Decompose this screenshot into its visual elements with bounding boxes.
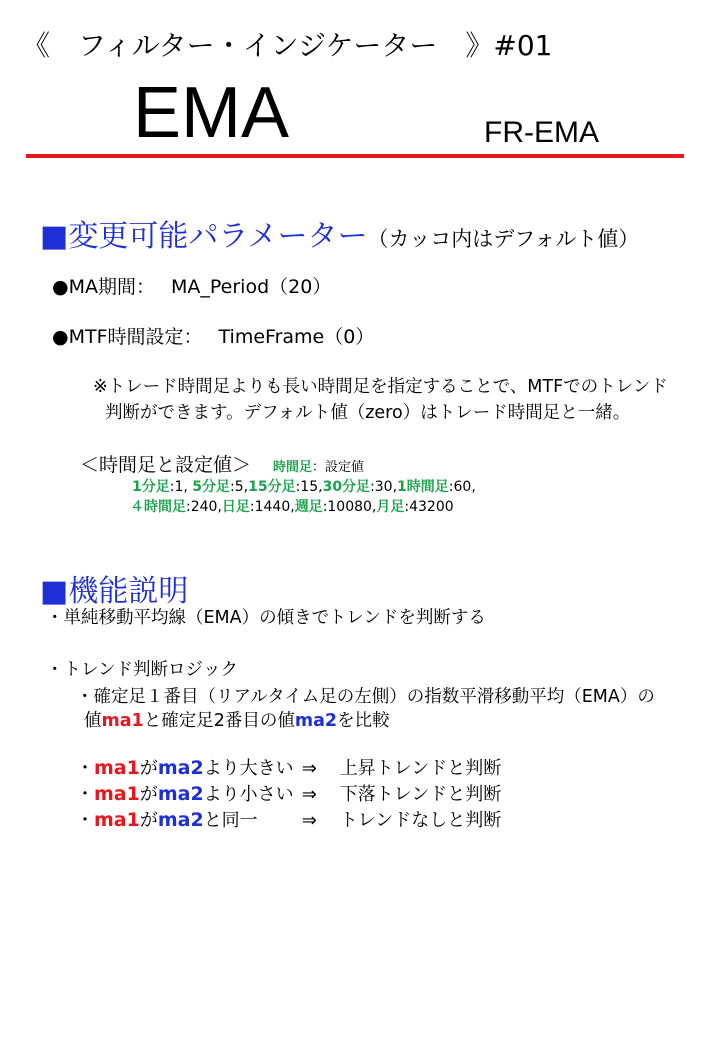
logic-text: と確定足2番目の値 (143, 711, 295, 731)
tf-name: ４時間足 (130, 499, 186, 515)
rule-bullet: ・ (76, 784, 94, 805)
params-heading-text: 変更可能パラメーター (68, 219, 368, 254)
ma2-label: ma2 (157, 809, 204, 831)
rule-uptrend (76, 754, 501, 780)
rule-result: 上昇トレンドと判断 (339, 758, 502, 779)
ma2-label: ma2 (157, 783, 204, 805)
implies-arrow-icon: ⇒ (301, 810, 317, 831)
logic-text: 値 (84, 711, 102, 731)
timeframe-heading: ＜時間足と設定値＞ (80, 454, 252, 476)
tf-value: :30, (370, 479, 398, 495)
param-value: MA_Period（20） (171, 276, 332, 298)
function-summary: ・単純移動平均線（EMA）の傾きでトレンドを判断する (46, 608, 486, 628)
title-divider (26, 154, 684, 158)
rule-text: が (139, 758, 158, 779)
indicator-code: FR-EMA (484, 116, 599, 149)
tf-value: :240, (186, 499, 222, 515)
rule-condition: と同一 (203, 810, 258, 831)
circle-bullet-icon: ● (52, 276, 69, 298)
rule-bullet: ・ (76, 758, 94, 779)
logic-text: を比較 (337, 711, 390, 731)
rule-text: が (139, 784, 158, 805)
params-heading (40, 211, 639, 255)
tf-value: :60, (448, 479, 476, 495)
tf-name: 日足 (221, 499, 250, 515)
param-value: TimeFrame（0） (218, 326, 375, 348)
timeframe-legend (80, 450, 364, 477)
tf-name: 月足 (376, 499, 405, 515)
tf-name: 1時間足 (397, 479, 449, 495)
ma1-label: ma1 (94, 757, 140, 779)
params-heading-note: （カッコ内はデフォルト値） (367, 227, 640, 251)
rule-downtrend (76, 780, 501, 806)
square-bullet-icon: ■ (40, 574, 69, 609)
rule-text: が (139, 810, 158, 831)
square-bullet-icon: ■ (40, 219, 69, 254)
tf-value: :1, (169, 479, 193, 495)
legend-key: 時間足 (273, 460, 313, 475)
legend-value: ：設定値 (312, 460, 365, 475)
mtf-note-line-1: ※トレード時間足よりも長い時間足を指定することで、MTFでのトレンド (93, 377, 668, 397)
param-ma-period (52, 272, 331, 299)
rule-no-trend (76, 806, 501, 832)
tf-name: 1分足 (132, 479, 170, 495)
tf-value: :10080, (322, 499, 377, 515)
mtf-note-line-2: 判断ができます。デフォルト値（zero）はトレード時間足と一緒。 (105, 403, 631, 423)
param-timeframe (52, 322, 374, 349)
implies-arrow-icon: ⇒ (301, 784, 317, 805)
logic-heading: ・トレンド判断ロジック (46, 660, 239, 680)
logic-line-1: ・確定足１番目（リアルタイム足の左側）の指数平滑移動平均（EMA）の (76, 687, 655, 707)
tf-name: 週足 (294, 499, 323, 515)
ma1-label: ma1 (94, 809, 140, 831)
param-label: MA期間： (68, 276, 155, 298)
implies-arrow-icon: ⇒ (301, 758, 317, 779)
param-label: MTF時間設定： (68, 326, 203, 348)
tf-value: :15, (295, 479, 323, 495)
rule-condition: より大きい (203, 758, 294, 779)
tf-name: 5分足 (192, 479, 231, 495)
logic-line-2 (84, 707, 390, 732)
ma2-label: ma2 (294, 711, 338, 731)
rule-bullet: ・ (76, 810, 94, 831)
page-title: EMA (133, 73, 290, 153)
tf-name: 30分足 (322, 479, 371, 495)
ma1-label: ma1 (94, 783, 140, 805)
rule-condition: より小さい (203, 784, 294, 805)
circle-bullet-icon: ● (52, 326, 69, 348)
tf-value: :1440, (249, 499, 295, 515)
tf-value: :43200 (404, 499, 454, 515)
tf-name: 15分足 (248, 479, 296, 495)
timeframe-row-1 (132, 476, 476, 496)
ma2-label: ma2 (157, 757, 204, 779)
series-title: 《 フィルター・インジケーター 》#01 (22, 29, 553, 62)
rule-result: トレンドなしと判断 (339, 810, 502, 831)
rule-result: 下落トレンドと判断 (339, 784, 502, 805)
tf-value: :5, (230, 479, 249, 495)
timeframe-row-2 (130, 496, 454, 516)
ma1-label: ma1 (101, 711, 144, 731)
functions-heading-text: 機能説明 (68, 574, 189, 609)
